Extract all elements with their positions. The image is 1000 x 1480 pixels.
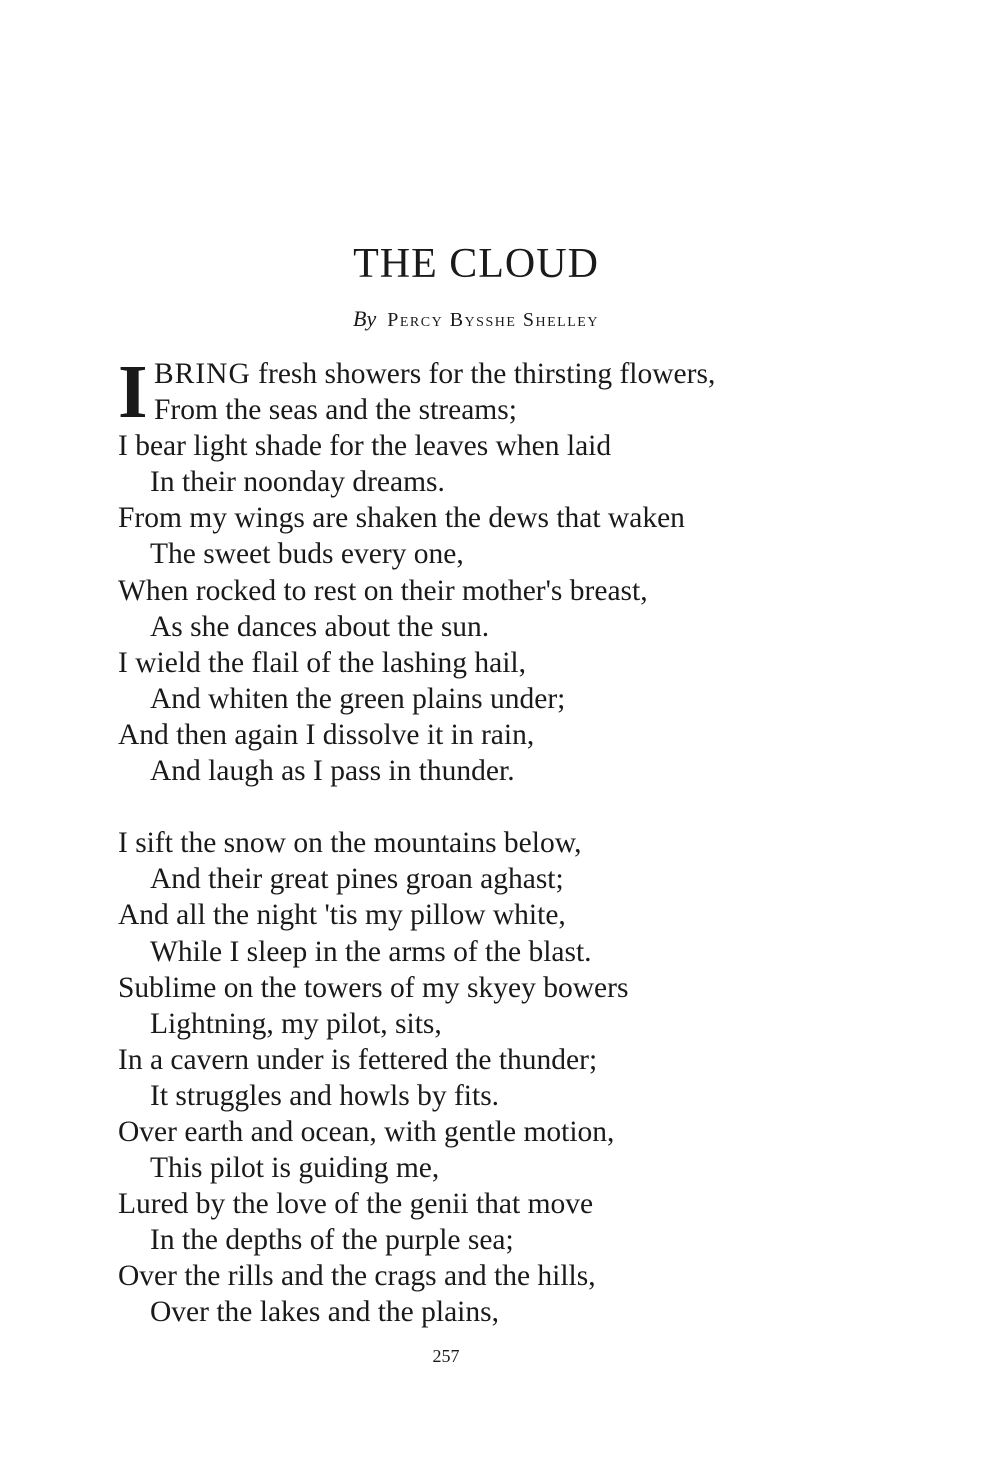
poem-line (118, 356, 878, 392)
poem-line: When rocked to rest on their mother's breast, (118, 574, 648, 607)
first-word: BRING (154, 358, 251, 390)
poem-line: And laugh as I pass in thunder. (150, 755, 515, 788)
byline-by: By (353, 306, 377, 331)
stanza-break (118, 789, 878, 825)
poem-line: Sublime on the towers of my skyey bowers (118, 971, 629, 1004)
poem-line: And whiten the green plains under; (150, 682, 566, 715)
poem-line: In a cavern under is fettered the thunder; (118, 1043, 598, 1076)
opening-lines (118, 350, 878, 434)
poem-title: THE CLOUD (353, 241, 599, 287)
poem-line: From my wings are shaken the dews that waken (118, 502, 685, 535)
poem-line: Over the lakes and the plains, (150, 1296, 499, 1329)
poem-line: I sift the snow on the mountains below, (118, 827, 582, 860)
drop-cap: I (118, 350, 148, 434)
first-line-rest: fresh showers for the thirsting flowers, (250, 358, 716, 390)
poem-line: The sweet buds every one, (150, 538, 464, 571)
poem-body (118, 350, 878, 1331)
poem-line: And their great pines groan aghast; (150, 863, 564, 896)
poem-line: Lured by the love of the genii that move (118, 1188, 594, 1221)
poem-line: As she dances about the sun. (150, 610, 490, 643)
poem-line: And all the night 'tis my pillow white, (118, 899, 566, 932)
poem-line: And then again I dissolve it in rain, (118, 718, 535, 751)
poem-line: While I sleep in the arms of the blast. (150, 935, 592, 968)
poem-line: I wield the flail of the lashing hail, (118, 646, 526, 679)
byline (0, 306, 952, 332)
poem-line: It struggles and howls by fits. (150, 1079, 500, 1112)
poem-line: Over earth and ocean, with gentle motion, (118, 1115, 615, 1148)
poem-line: I bear light shade for the leaves when laid (118, 430, 612, 463)
poem-line: Over the rills and the crags and the hills, (118, 1260, 596, 1293)
page-number: 257 (432, 1346, 460, 1366)
author-name: Percy Bysshe Shelley (387, 309, 599, 331)
poem-line: Lightning, my pilot, sits, (150, 1007, 442, 1040)
poem-line: From the seas and the streams; (154, 394, 517, 427)
poem-line: This pilot is guiding me, (150, 1152, 440, 1185)
poem-line: In their noonday dreams. (150, 466, 445, 499)
poem-line: In the depths of the purple sea; (150, 1224, 514, 1257)
